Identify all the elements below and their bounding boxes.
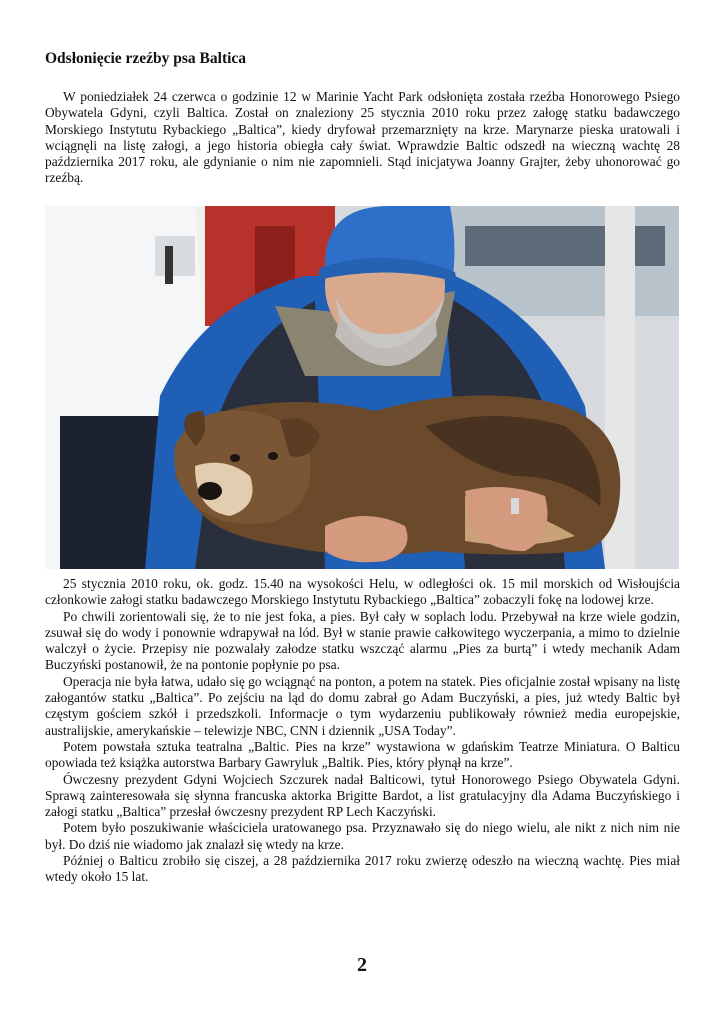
article-paragraph: Potem powstała sztuka teatralna „Baltic. Pies na krze” wystawiona w gdańskim Teatrze Miniatura. O Balticu opowiada też książka autorstwa Barbary Gawryluk „Baltik. Pies, który płynął na krze”. <box>45 738 680 771</box>
article-paragraph: Operacja nie była łatwa, udało się go wciągnąć na ponton, a potem na statek. Pies oficjalnie został wpisany na listę załogantów statku „Baltica”. Po zejściu na ląd do domu zabrał go Adam Buczyński, a pies, już wtedy Baltic był częstym gościem szkół i przedszkoli. Informacje o tym wydarzeniu publikowały również media europejskie, australijskie, amerykańskie – telewizje NBC, CNN i dziennik „USA Today”. <box>45 673 680 738</box>
article-paragraph: Ówczesny prezydent Gdyni Wojciech Szczurek nadał Balticowi, tytuł Honorowego Psiego Obywatela Gdyni. Sprawą zainteresowała się słynna francuska aktorka Brigitte Bardot, a list gratulacyjny dla Adama Buczyńskiego i załogi statku „Baltica” przesłał ówczesny prezydent RP Lech Kaczyński. <box>45 771 680 820</box>
article-body <box>45 576 680 886</box>
photo-man-holding-dog-icon <box>45 206 679 569</box>
article-title: Odsłonięcie rzeźby psa Baltica <box>45 50 247 67</box>
page-number: 2 <box>357 954 367 976</box>
article-paragraph: Po chwili zorientowali się, że to nie jest foka, a pies. Był cały w soplach lodu. Przebywał na krze wiele godzin, zsuwał się do wody i ponownie wdrapywał na lód. Był w stanie prawie całkowitego wyczerpania, a mimo to dzielnie walczył o życie. Przepisy nie pozwalały załodze statku wszcząć alarmu „Pies za burtą” i wtedy mechanik Adam Buczyński postanowił, że na pontonie popłynie po psa. <box>45 608 680 673</box>
article-paragraph: Potem było poszukiwanie właściciela uratowanego psa. Przyznawało się do niego wielu, ale nikt z nich nim nie był. Do dziś nie wiadomo jak znalazł się wtedy na krze. <box>45 820 680 852</box>
article-intro: W poniedziałek 24 czerwca o godzinie 12 w Marinie Yacht Park odsłonięta została rzeźba Honorowego Psiego Obywatela Gdyni, czyli Baltica. Został on znaleziony 25 stycznia 2010 roku przez załogę statku badawczego Morskiego Instytutu Rybackiego „Baltica”, kiedy dryfował przemarznięty na krze. Marynarze pieska uratowali i wciągnęli na listę załogi, a jego historia obiegła cały świat. Wprawdzie Baltic odszedł na wieczną wachtę 28 października 2017 roku, ale gdynianie o nim nie zapomnieli. Stąd inicjatywa Joanny Grajter, żeby uhonorować go rzeźbą. <box>45 89 680 186</box>
article-paragraph: 25 stycznia 2010 roku, ok. godz. 15.40 na wysokości Helu, w odległości ok. 15 mil morskich od Wisłoujścia członkowie załogi statku badawczego Morskiego Instytutu Rybackiego „Baltica” zobaczyli fokę na lodowej krze. <box>45 576 680 608</box>
article-photo <box>45 206 679 569</box>
article-paragraph: Później o Balticu zrobiło się ciszej, a 28 października 2017 roku zwierzę odeszło na wieczną wachtę. Pies miał wtedy około 15 lat. <box>45 853 680 885</box>
